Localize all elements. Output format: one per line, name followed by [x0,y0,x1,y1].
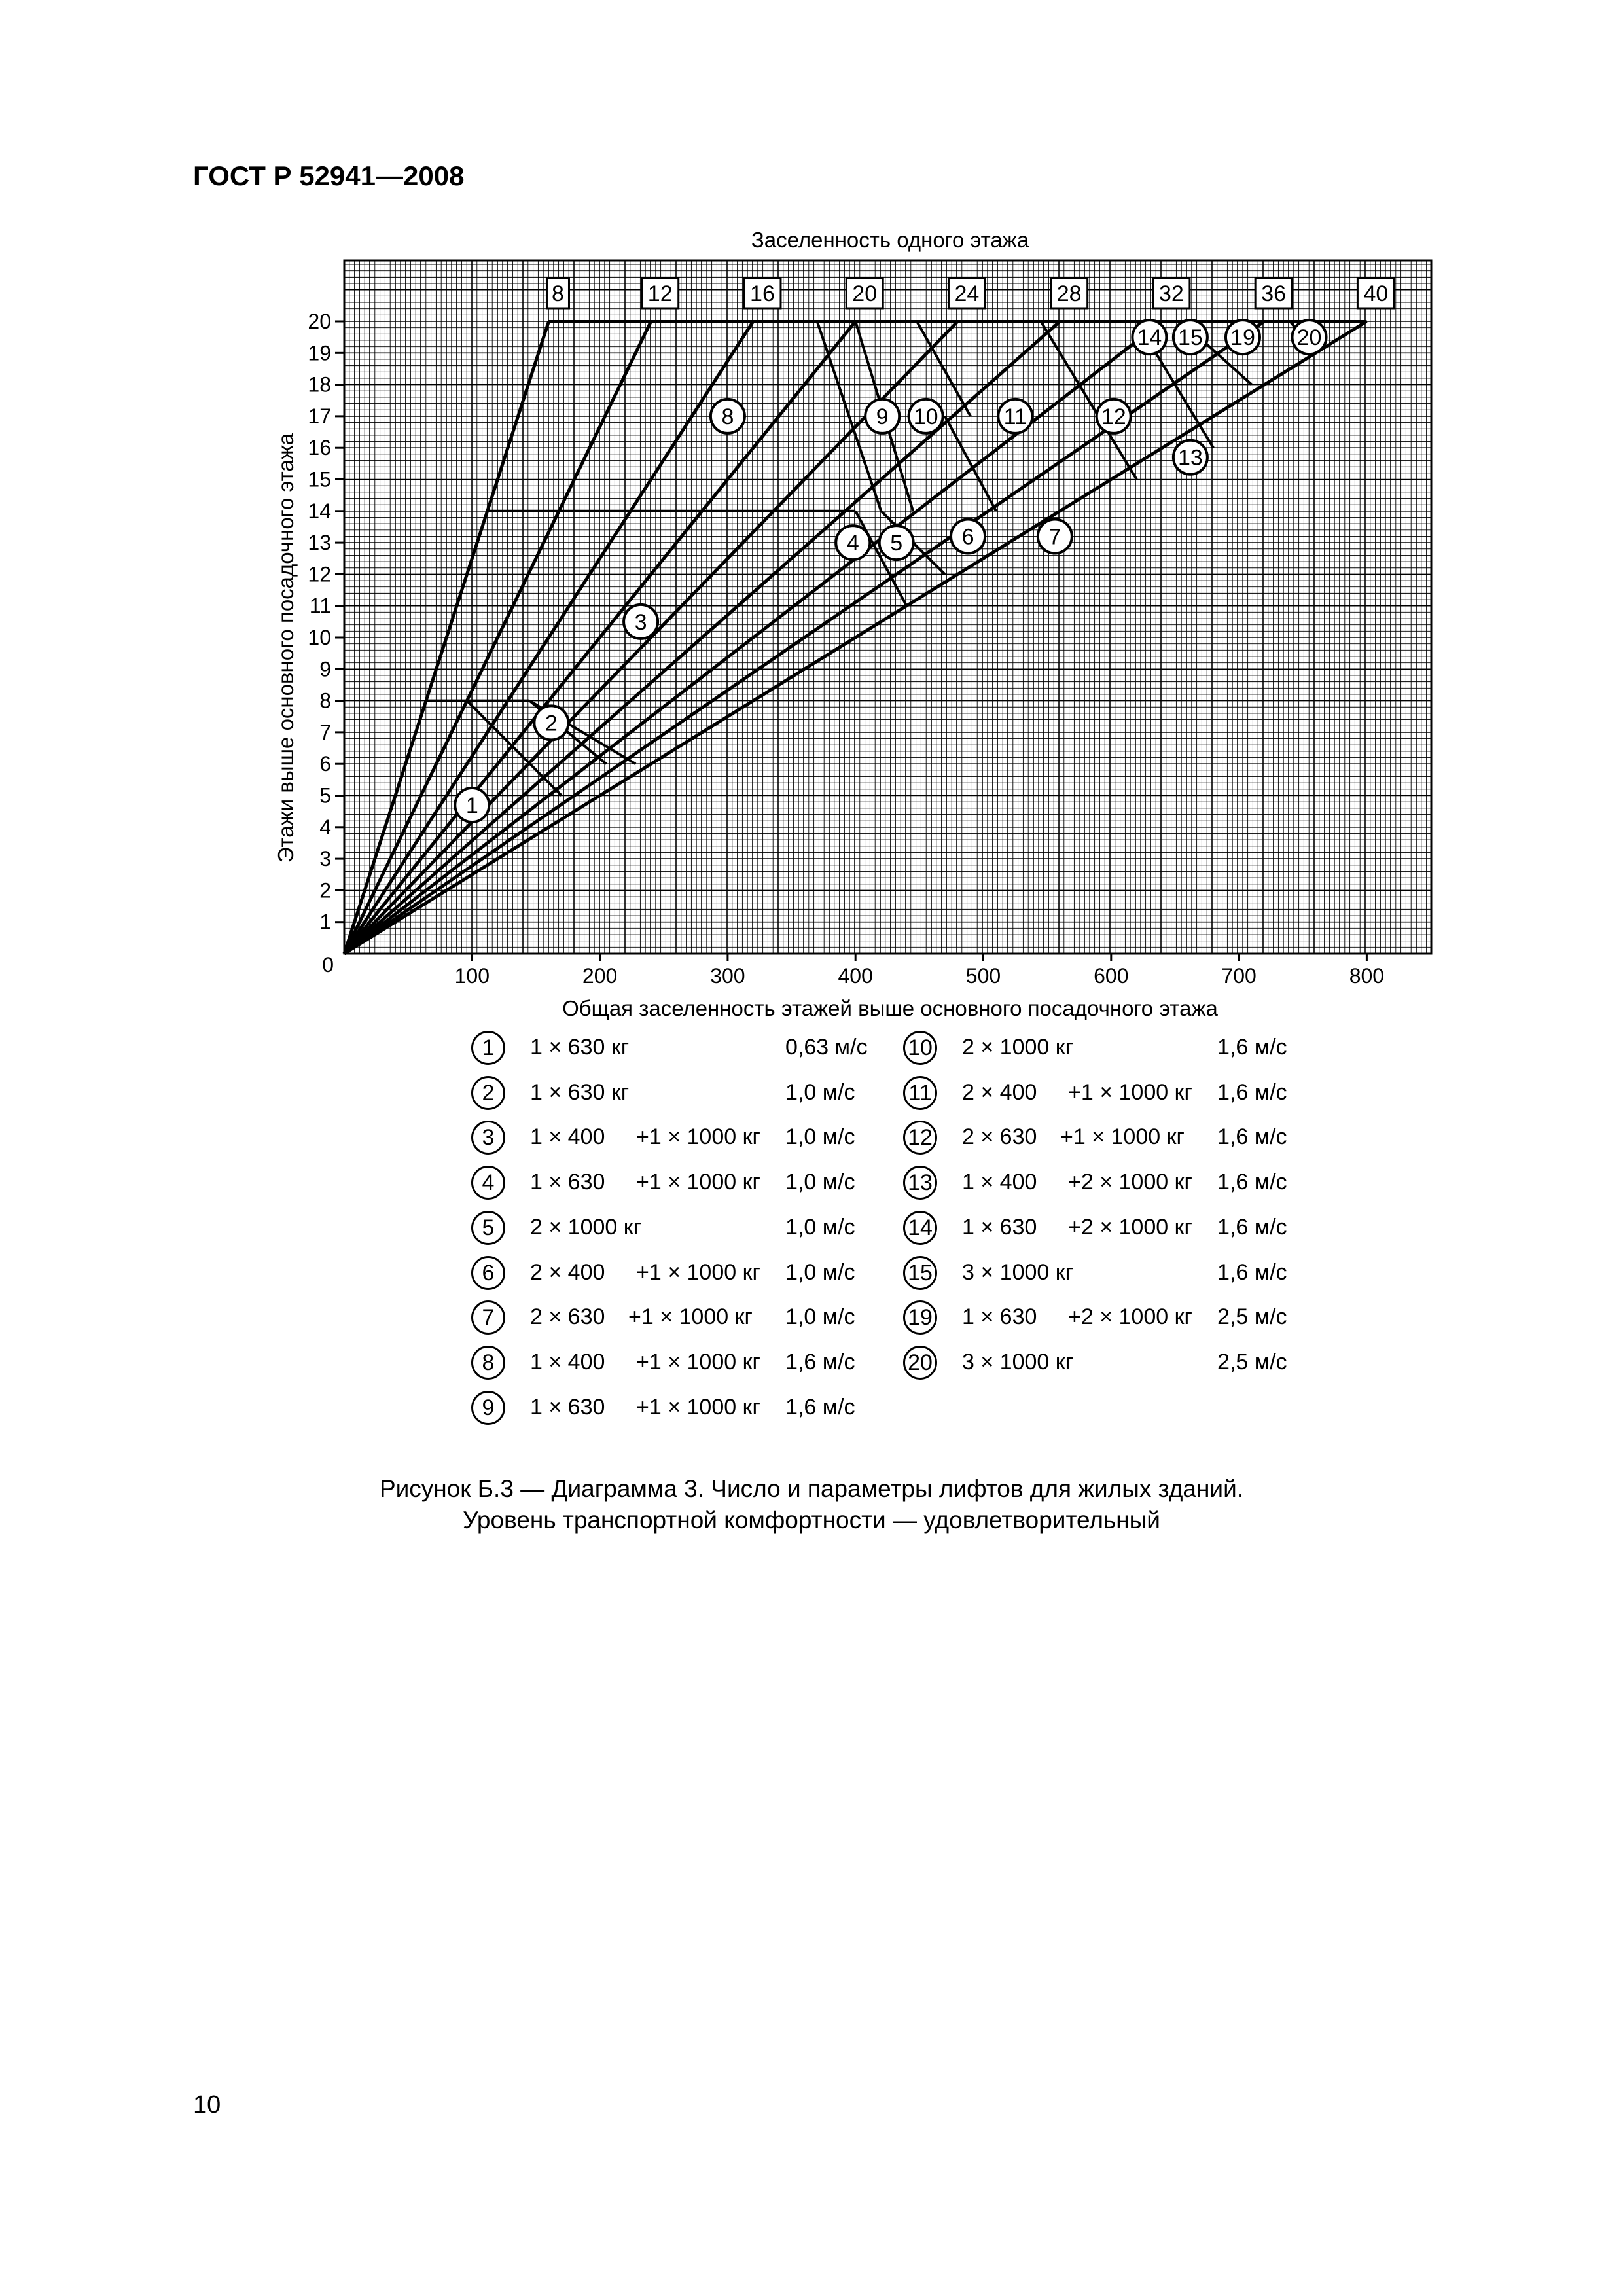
legend-marker: 9 [471,1391,505,1425]
occupancy-label: 32 [1159,281,1184,306]
occupancy-label: 36 [1261,281,1287,306]
y-tick-label: 15 [308,467,331,492]
legend-item [903,1211,1296,1247]
legend-speed: 2,5 м/с [1217,1304,1287,1330]
region-marker-label: 3 [634,609,647,635]
region-marker-label: 10 [913,404,938,429]
chart-legend [471,1031,1322,1456]
legend-speed: 1,6 м/с [1217,1259,1287,1285]
region-marker-label: 9 [876,404,889,429]
legend-marker: 6 [471,1256,505,1290]
legend-lift-extra: +1 × 1000 кг [636,1124,760,1150]
legend-marker: 2 [471,1076,505,1110]
legend-item [471,1391,864,1427]
legend-lift-config: 1 × 630 [962,1214,1037,1240]
legend-item [471,1076,864,1113]
x-tick-label: 600 [1094,964,1129,988]
legend-speed: 1,0 м/с [785,1124,855,1150]
x-tick-label: 800 [1349,964,1385,988]
legend-marker: 20 [903,1346,937,1380]
legend-speed: 1,6 м/с [1217,1124,1287,1150]
legend-item [471,1256,864,1293]
legend-marker: 12 [903,1121,937,1155]
legend-lift-config: 1 × 630 кг [530,1079,630,1105]
region-marker-label: 7 [1048,524,1061,550]
legend-lift-extra: +1 × 1000 кг [1068,1079,1192,1105]
legend-speed: 1,6 м/с [1217,1214,1287,1240]
y-tick-label: 3 [319,847,331,871]
y-tick-label: 18 [308,372,331,397]
y-tick-label: 13 [308,531,331,555]
legend-lift-config: 2 × 1000 кг [530,1214,642,1240]
legend-item [903,1166,1296,1202]
legend-item [471,1211,864,1247]
legend-speed: 1,6 м/с [1217,1079,1287,1105]
legend-marker: 15 [903,1256,937,1290]
y-tick-label: 17 [308,404,331,428]
legend-item [471,1166,864,1202]
legend-marker: 10 [903,1031,937,1065]
legend-item [471,1031,868,1067]
legend-speed: 1,0 м/с [785,1079,855,1105]
y-tick-label: 19 [308,341,331,365]
legend-marker: 1 [471,1031,505,1065]
legend-lift-config: 1 × 630 [530,1170,605,1195]
legend-item [471,1346,864,1382]
legend-speed: 1,0 м/с [785,1214,855,1240]
legend-lift-config: 1 × 400 [530,1349,605,1374]
legend-marker: 4 [471,1166,505,1200]
legend-marker: 7 [471,1300,505,1335]
legend-lift-config: 3 × 1000 кг [962,1259,1074,1285]
legend-lift-config: 3 × 1000 кг [962,1349,1074,1374]
legend-item [471,1300,864,1337]
region-marker-label: 11 [1003,404,1027,429]
region-marker-label: 6 [961,524,974,550]
occupancy-label: 20 [852,281,878,306]
region-marker-label: 4 [846,531,859,556]
y-tick-label: 7 [319,720,331,744]
occupancy-label: 40 [1363,281,1389,306]
legend-lift-extra: +1 × 1000 кг [636,1349,760,1374]
legend-lift-extra: +1 × 1000 кг [636,1394,760,1420]
occupancy-label: 28 [1056,281,1082,306]
y-tick-label: 6 [319,752,331,776]
legend-marker: 13 [903,1166,937,1200]
legend-speed: 1,6 м/с [1217,1035,1287,1060]
legend-marker: 14 [903,1211,937,1245]
legend-lift-config: 1 × 400 [962,1170,1037,1195]
region-marker-label: 2 [544,711,558,736]
legend-speed: 1,6 м/с [1217,1170,1287,1195]
y-tick-label: 16 [308,436,331,460]
occupancy-label: 12 [647,281,673,306]
legend-speed: 2,5 м/с [1217,1349,1287,1374]
legend-item [903,1076,1296,1113]
legend-lift-config: 2 × 400 [962,1079,1037,1105]
y-tick-label: 10 [308,626,331,649]
legend-item [471,1121,864,1157]
legend-item [903,1300,1296,1337]
legend-item [903,1031,1296,1067]
legend-item [903,1346,1296,1382]
occupancy-label: 16 [750,281,775,306]
legend-lift-config: 1 × 630 [962,1304,1037,1330]
region-marker-label: 19 [1230,325,1255,351]
elevator-diagram [0,0,1623,1021]
region-marker-label: 8 [721,404,734,429]
legend-lift-config: 2 × 630 [530,1304,605,1330]
legend-lift-config: 2 × 400 [530,1259,605,1285]
figure-caption-line-1: Рисунок Б.3 — Диаграмма 3. Число и параметры лифтов для жилых зданий. [379,1475,1244,1502]
legend-speed: 0,63 м/с [785,1035,868,1060]
legend-speed: 1,6 м/с [785,1394,855,1420]
x-tick-label: 200 [582,964,618,988]
chart-title: Заселенность одного этажа [751,228,1029,252]
x-axis-label: Общая заселенность этажей выше основного посадочного этажа [562,996,1218,1020]
document-header: ГОСТ Р 52941—2008 [193,160,465,191]
y-tick-label: 4 [319,815,331,839]
legend-lift-config: 2 × 630 [962,1124,1037,1150]
y-tick-label: 8 [319,689,331,713]
y-tick-label: 20 [308,310,331,333]
legend-marker: 11 [903,1076,937,1110]
region-marker-label: 14 [1137,325,1162,351]
legend-marker: 8 [471,1346,505,1380]
region-marker-label: 13 [1177,445,1203,471]
occupancy-label: 8 [552,281,564,306]
region-marker-label: 12 [1101,404,1126,429]
x-tick-label: 100 [454,964,490,988]
legend-lift-extra: +2 × 1000 кг [1068,1170,1192,1195]
legend-marker: 19 [903,1300,937,1335]
region-marker-label: 1 [465,793,478,818]
legend-lift-extra: +1 × 1000 кг [628,1304,753,1330]
legend-lift-config: 1 × 400 [530,1124,605,1150]
legend-lift-config: 2 × 1000 кг [962,1035,1074,1060]
legend-lift-extra: +1 × 1000 кг [1060,1124,1185,1150]
chart-grid [344,260,1431,954]
y-tick-label: 5 [319,783,331,808]
legend-lift-extra: +1 × 1000 кг [636,1170,760,1195]
y-tick-label: 11 [309,594,331,618]
legend-speed: 1,0 м/с [785,1304,855,1330]
legend-lift-config: 1 × 630 кг [530,1035,630,1060]
y-tick-label: 2 [319,878,331,903]
legend-speed: 1,0 м/с [785,1259,855,1285]
legend-speed: 1,6 м/с [785,1349,855,1374]
x-tick-label: 300 [710,964,745,988]
legend-speed: 1,0 м/с [785,1170,855,1195]
y-tick-label: 9 [319,657,331,681]
legend-lift-extra: +1 × 1000 кг [636,1259,760,1285]
origin-label: 0 [322,953,334,977]
y-tick-label: 1 [319,910,331,934]
legend-lift-config: 1 × 630 [530,1394,605,1420]
legend-marker: 3 [471,1121,505,1155]
y-axis-label: Этажи выше основного посадочного этажа [274,433,298,863]
x-tick-label: 700 [1221,964,1257,988]
legend-item [903,1121,1296,1157]
region-marker-label: 5 [890,531,903,556]
page-number: 10 [193,2091,221,2119]
x-tick-label: 400 [838,964,873,988]
legend-lift-extra: +2 × 1000 кг [1068,1304,1192,1330]
occupancy-label: 24 [954,281,980,306]
region-marker-label: 15 [1177,325,1203,351]
region-marker-label: 20 [1296,325,1322,351]
y-tick-label: 12 [308,562,331,586]
y-tick-label: 14 [308,499,331,523]
legend-lift-extra: +2 × 1000 кг [1068,1214,1192,1240]
x-tick-label: 500 [965,964,1001,988]
legend-item [903,1256,1296,1293]
figure-caption-line-2: Уровень транспортной комфортности — удовлетворительный [463,1507,1160,1534]
legend-marker: 5 [471,1211,505,1245]
